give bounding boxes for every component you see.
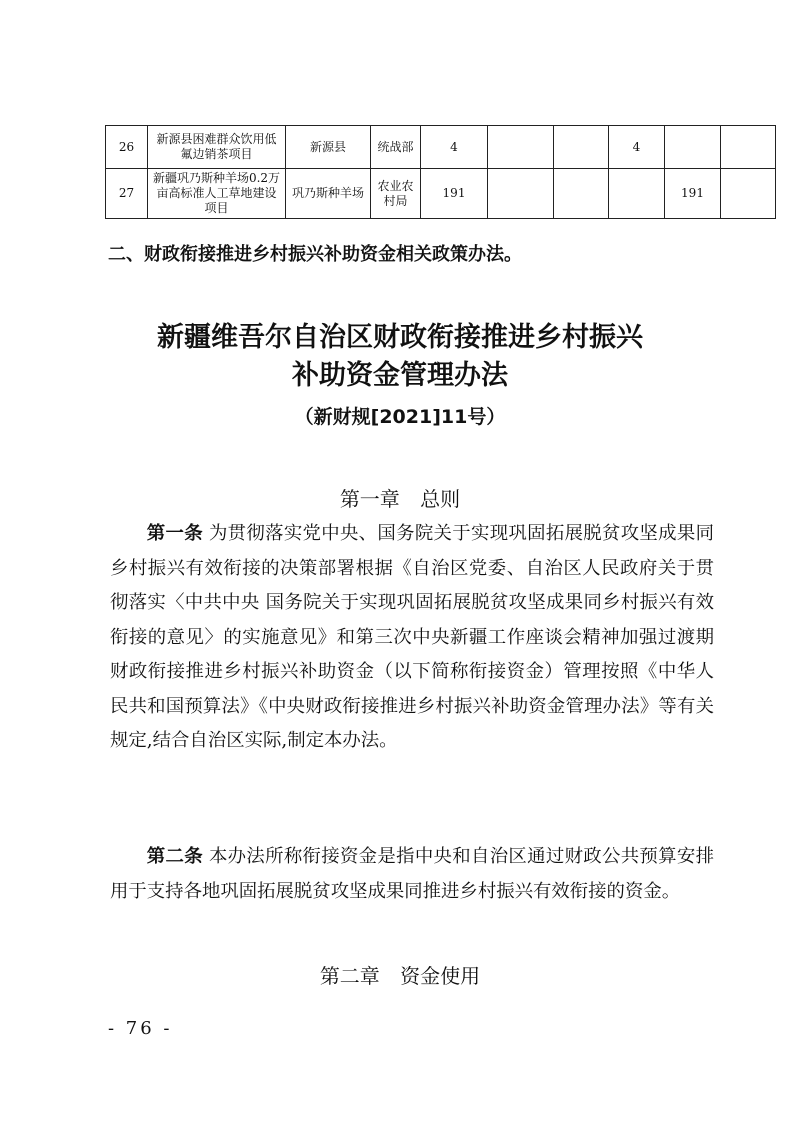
table-cell: [609, 169, 665, 219]
chapter-heading-1: 第一章 总则: [339, 487, 461, 511]
table-cell: [554, 169, 609, 219]
table-cell: 26: [106, 126, 148, 169]
document-title-line-2: 补助资金管理办法: [292, 360, 508, 391]
section-heading: 二、财政衔接推进乡村振兴补助资金相关政策办法。: [108, 244, 522, 265]
table-cell: [665, 126, 721, 169]
article-2-label: 第二条: [146, 846, 203, 867]
table-cell: 191: [665, 169, 721, 219]
page-number: - 76 -: [108, 1018, 173, 1039]
table-cell: 巩乃斯种羊场: [286, 169, 371, 219]
table-cell: [721, 169, 776, 219]
table-cell: 新疆巩乃斯种羊场0.2万亩高标准人工草地建设项目: [148, 169, 286, 219]
table-cell: 统战部: [371, 126, 421, 169]
table-cell: [488, 126, 554, 169]
table-cell: [721, 126, 776, 169]
article-1: [110, 517, 714, 759]
table-row: [106, 169, 776, 219]
article-1-text: 为贯彻落实党中央、国务院关于实现巩固拓展脱贫攻坚成果同乡村振兴有效衔接的决策部署根据《自治区党委、自治区人民政府关于贯彻落实〈中共中央 国务院关于实现巩固拓展脱贫攻坚成果同乡村振兴有效衔接的意见〉的实施意见》和第三次中央新疆工作座谈会精神加强过渡期财政衔接推进乡村振兴补助资金（以下简称衔接资金）管理按照《中华人民共和国预算法》《中央财政衔接推进乡村振兴补助资金管理办法》等有关规定,结合自治区实际,制定本办法。: [110, 523, 714, 751]
table-cell: 新源县困难群众饮用低氟边销茶项目: [148, 126, 286, 169]
article-2-text: 本办法所称衔接资金是指中央和自治区通过财政公共预算安排用于支持各地巩固拓展脱贫攻坚成果同推进乡村振兴有效衔接的资金。: [110, 846, 714, 902]
table-cell: 4: [609, 126, 665, 169]
table-cell: [554, 126, 609, 169]
chapter-heading-2: 第二章 资金使用: [319, 964, 481, 988]
table-cell: [488, 169, 554, 219]
document-number: （新财规[2021]11号）: [294, 406, 506, 428]
table-cell: 191: [421, 169, 488, 219]
table-cell: 27: [106, 169, 148, 219]
table-cell: 新源县: [286, 126, 371, 169]
project-table: [105, 125, 776, 219]
document-title-line-1: 新疆维吾尔自治区财政衔接推进乡村振兴: [157, 322, 643, 353]
table-row: [106, 126, 776, 169]
table-cell: 4: [421, 126, 488, 169]
article-1-label: 第一条: [146, 523, 203, 544]
table-cell: 农业农村局: [371, 169, 421, 219]
article-2: [110, 840, 714, 909]
